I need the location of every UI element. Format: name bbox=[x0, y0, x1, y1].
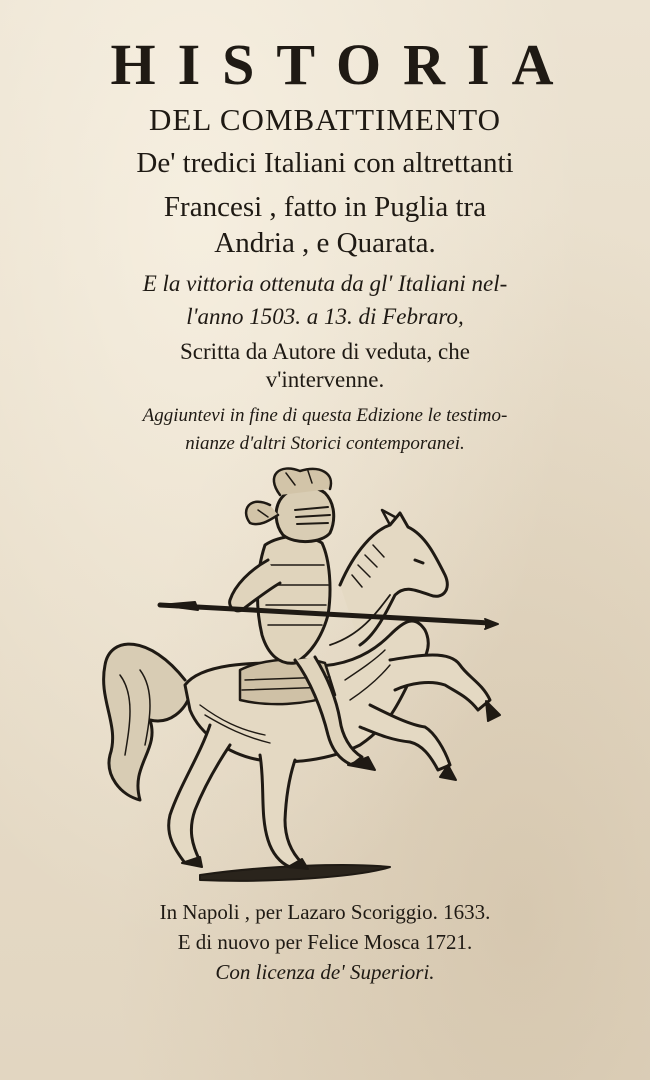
body-line-1: De' tredici Italiani con altrettanti bbox=[136, 147, 514, 179]
body-line-3: Andria , e Quarata. bbox=[214, 227, 436, 259]
body-line-8: Aggiuntevi in fine di questa Edizione le testimo- bbox=[142, 405, 508, 426]
body-line-7: v'intervenne. bbox=[265, 367, 385, 392]
body-line-5: l'anno 1503. a 13. di Febraro, bbox=[186, 304, 464, 329]
mounted-knight-woodcut-icon bbox=[90, 465, 510, 895]
imprint-line-2: E di nuovo per Felice Mosca 1721. bbox=[177, 930, 473, 954]
body-line-6: Scritta da Autore di veduta, che bbox=[180, 339, 470, 364]
body-line-2: Francesi , fatto in Puglia tra bbox=[163, 191, 487, 223]
body-line-4: E la vittoria ottenuta da gl' Italiani nel- bbox=[142, 271, 508, 296]
imprint-line-1: In Napoli , per Lazaro Scoriggio. 1633. bbox=[159, 900, 491, 924]
page-title: HISTORIA bbox=[110, 32, 576, 97]
imprint-line-3: Con licenza de' Superiori. bbox=[215, 960, 435, 984]
body-line-9: nianze d'altri Storici contemporanei. bbox=[185, 433, 465, 454]
page-subtitle: DEL COMBATTIMENTO bbox=[149, 102, 501, 137]
